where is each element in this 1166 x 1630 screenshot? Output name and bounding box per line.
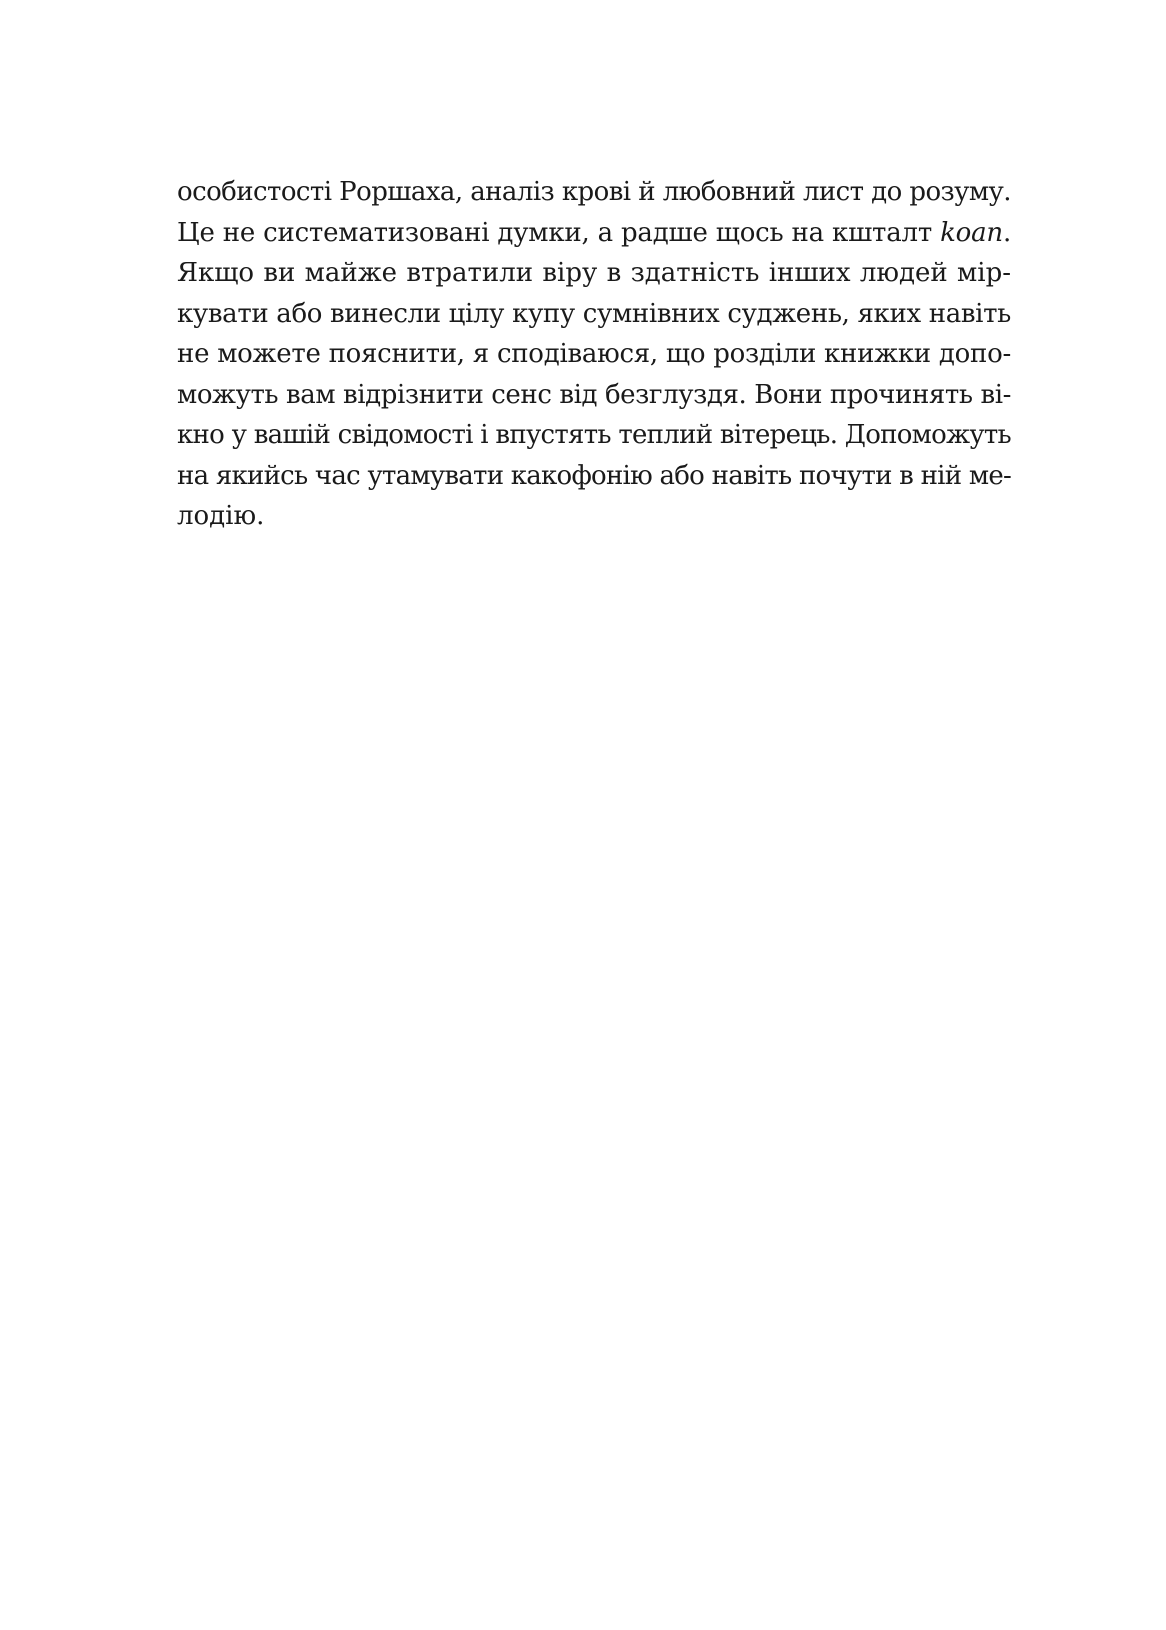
text-line: особистості Роршаха, аналіз крові й любовний лист до розуму. xyxy=(177,177,1011,207)
text-line: кно у вашій свідомості і впустять теплий вітерець. Допоможуть xyxy=(177,420,1011,450)
text-line: Це не систематизовані думки, а радше щось на кшталт koan. xyxy=(177,217,1012,248)
body-paragraph xyxy=(177,172,1011,537)
text-segment: Це не систематизовані думки, а радше щось на кшталт xyxy=(177,217,933,248)
text-line: можуть вам відрізнити сенс від безглуздя. Вони прочинять ві- xyxy=(177,379,1011,410)
text-line: кувати або винесли цілу купу сумнівних суджень, яких навіть xyxy=(177,298,1011,329)
text-line: на якийсь час утамувати какофонію або навіть почути в ній ме- xyxy=(177,460,1011,491)
text-line: не можете пояснити, я сподіваюся, що розділи книжки допо- xyxy=(177,339,1011,369)
text-line: Якщо ви майже втратили віру в здатність інших людей мір- xyxy=(177,258,1011,288)
text-line: лодію. xyxy=(177,501,265,531)
italic-term: koan xyxy=(940,217,1003,248)
